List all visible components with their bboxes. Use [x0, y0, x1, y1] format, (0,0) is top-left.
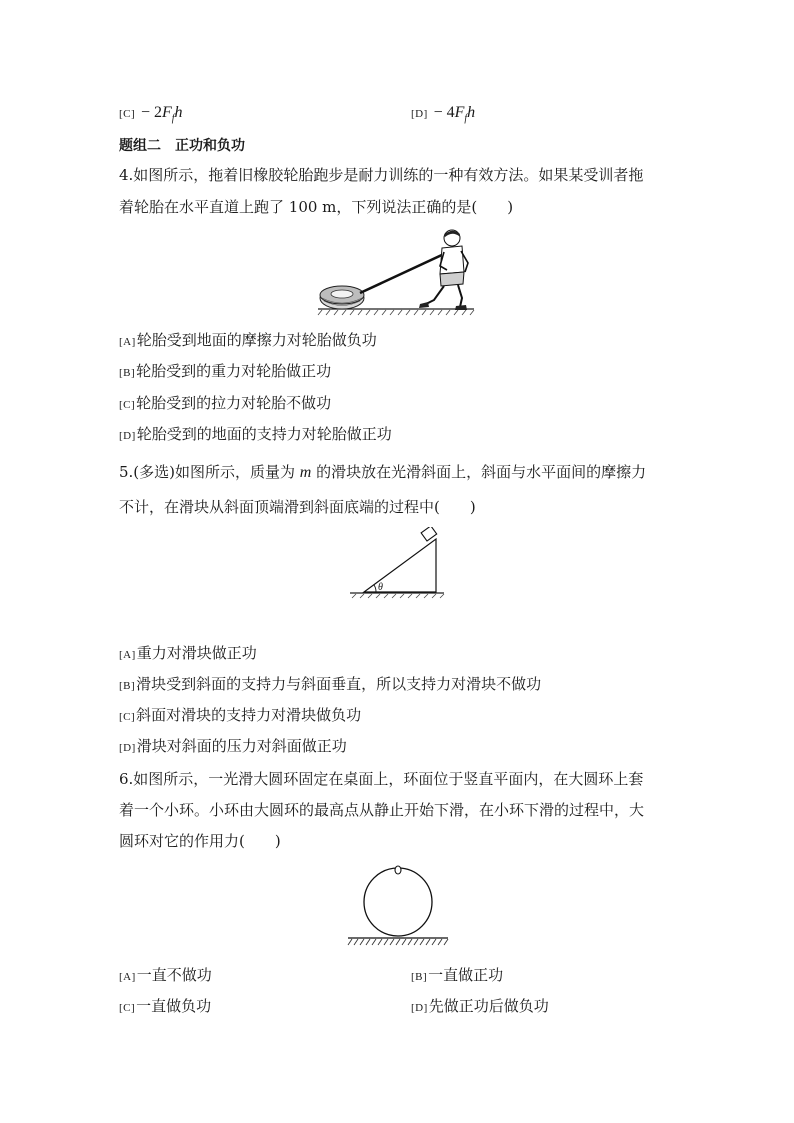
q6-stem-line3: 圆环对它的作用力( ): [119, 832, 281, 850]
option-text: 滑块对斜面的压力对斜面做正功: [136, 737, 347, 755]
q6-option-b: [411, 965, 503, 987]
q5-option-d: [119, 736, 347, 758]
q5-stem-line1: [119, 462, 646, 483]
option-tag: [C]: [119, 1002, 136, 1014]
option-text: 一直做负功: [136, 997, 212, 1015]
option-tag: [A]: [119, 336, 136, 348]
q4-option-a: [119, 330, 377, 352]
q5-stem-text: 5.(多选)如图所示，质量为: [119, 463, 300, 481]
option-tag: [C]: [119, 711, 136, 723]
q4-stem-line2: 着轮胎在水平直道上跑了 100 m，下列说法正确的是( ): [119, 198, 514, 216]
option-value: − 4: [433, 104, 455, 121]
q4-stem-line1: 4.如图所示，拖着旧橡胶轮胎跑步是耐力训练的一种有效方法。如果某受训者拖: [119, 166, 644, 184]
incline-figure: [348, 527, 446, 599]
option-tag: [B]: [411, 971, 428, 983]
option-tag: [C]: [119, 399, 136, 411]
q6-stem-line2: 着一个小环。小环由大圆环的最高点从静止开始下滑，在小环下滑的过程中，大: [119, 801, 645, 819]
q6-option-d: [411, 996, 549, 1018]
option-text: 轮胎受到的拉力对轮胎不做功: [136, 394, 332, 412]
force-symbol: F: [161, 104, 172, 121]
q3-option-d: [411, 102, 475, 129]
force-subscript: f: [464, 113, 468, 124]
height-symbol: h: [174, 104, 183, 121]
option-tag: [C]: [119, 108, 136, 120]
q5-stem-text: 的滑块放在光滑斜面上，斜面与水平面间的摩擦力: [311, 463, 647, 481]
angle-theta-label: θ: [378, 582, 383, 593]
option-text: 重力对滑块做正功: [136, 644, 257, 662]
option-text: 一直不做功: [136, 966, 212, 984]
force-symbol: F: [454, 104, 465, 121]
ring-figure: [346, 862, 450, 950]
option-text: 轮胎受到的重力对轮胎做正功: [136, 362, 332, 380]
option-tag: [A]: [119, 971, 136, 983]
option-tag: [B]: [119, 680, 136, 692]
option-tag: [A]: [119, 649, 136, 661]
q4-option-c: [119, 393, 331, 415]
q6-option-a: [119, 965, 212, 987]
tire-dragging-figure: [316, 226, 476, 318]
option-text: 先做正功后做负功: [428, 997, 549, 1015]
option-text: 滑块受到斜面的支持力与斜面垂直，所以支持力对滑块不做功: [136, 675, 542, 693]
option-tag: [D]: [411, 1002, 428, 1014]
option-tag: [B]: [119, 367, 136, 379]
q4-option-d: [119, 424, 392, 446]
q5-stem-line2: 不计，在滑块从斜面顶端滑到斜面底端的过程中( ): [119, 498, 476, 516]
option-text: 一直做正功: [428, 966, 504, 984]
q5-option-b: [119, 674, 541, 696]
mass-symbol: m: [299, 464, 312, 481]
option-text: 轮胎受到地面的摩擦力对轮胎做负功: [136, 331, 377, 349]
q5-option-c: [119, 705, 361, 727]
option-text: 斜面对滑块的支持力对滑块做负功: [136, 706, 362, 724]
q5-option-a: [119, 643, 257, 665]
section-heading: 题组二 正功和负功: [119, 138, 245, 154]
option-tag: [D]: [119, 742, 136, 754]
option-tag: [D]: [119, 430, 136, 442]
height-symbol: h: [467, 104, 476, 121]
q3-option-c: [119, 102, 183, 129]
q6-option-c: [119, 996, 211, 1018]
option-tag: [D]: [411, 108, 428, 120]
force-subscript: f: [171, 113, 175, 124]
option-text: 轮胎受到的地面的支持力对轮胎做正功: [136, 425, 392, 443]
q4-option-b: [119, 361, 331, 383]
q6-stem-line1: 6.如图所示，一光滑大圆环固定在桌面上，环面位于竖直平面内，在大圆环上套: [119, 770, 644, 788]
option-value: − 2: [140, 104, 162, 121]
